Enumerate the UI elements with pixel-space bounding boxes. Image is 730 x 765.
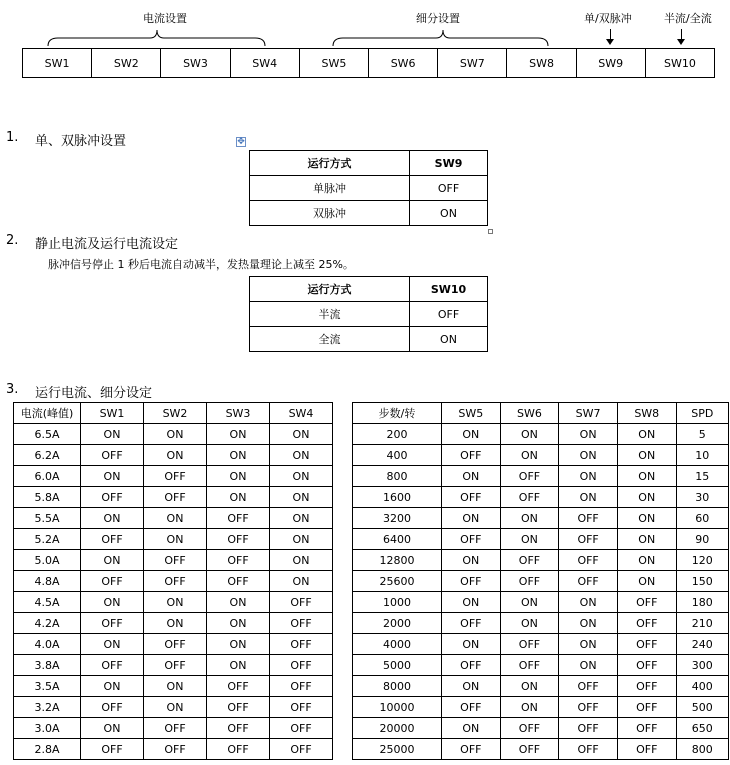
table-cell: ON bbox=[81, 592, 144, 613]
table-row bbox=[14, 697, 333, 718]
table-cell: 6.0A bbox=[14, 466, 81, 487]
table-cell: 150 bbox=[676, 571, 728, 592]
table-row bbox=[353, 613, 729, 634]
table-cell: ON bbox=[500, 508, 559, 529]
table-cell: 500 bbox=[676, 697, 728, 718]
table-cell: ON bbox=[500, 424, 559, 445]
table-header-row bbox=[353, 403, 729, 424]
table-header: SW1 bbox=[81, 403, 144, 424]
table-row bbox=[14, 487, 333, 508]
table-cell: ON bbox=[410, 201, 488, 226]
section2-note: 脉冲信号停止 1 秒后电流自动减半，发热量理论上减至 25%。 bbox=[48, 258, 354, 271]
table-cell: ON bbox=[559, 466, 618, 487]
table-row bbox=[250, 302, 488, 327]
table-cell: 2000 bbox=[353, 613, 442, 634]
table-cell: 10 bbox=[676, 445, 728, 466]
table-cell: ON bbox=[144, 424, 207, 445]
table-cell: OFF bbox=[144, 550, 207, 571]
table-cell: OFF bbox=[559, 739, 618, 760]
table-cell: ON bbox=[500, 613, 559, 634]
table-cell: ON bbox=[270, 466, 333, 487]
table-header: SW9 bbox=[410, 151, 488, 176]
switch-sw2: SW2 bbox=[92, 49, 161, 77]
table-cell: OFF bbox=[207, 739, 270, 760]
table-cell: ON bbox=[500, 697, 559, 718]
table-cell: ON bbox=[207, 487, 270, 508]
table-cell: OFF bbox=[81, 613, 144, 634]
table-cell: 4.2A bbox=[14, 613, 81, 634]
table-cell: 120 bbox=[676, 550, 728, 571]
table-cell: ON bbox=[207, 613, 270, 634]
table-cell: 6.5A bbox=[14, 424, 81, 445]
table-cell: ON bbox=[442, 466, 501, 487]
table-cell: OFF bbox=[559, 697, 618, 718]
table-row bbox=[14, 529, 333, 550]
switch-sw9: SW9 bbox=[577, 49, 646, 77]
section1-number: 1. bbox=[6, 130, 19, 145]
table-cell: ON bbox=[81, 466, 144, 487]
table-cell: 4.0A bbox=[14, 634, 81, 655]
table-cell: OFF bbox=[144, 487, 207, 508]
table-cell: 210 bbox=[676, 613, 728, 634]
table-cell: ON bbox=[81, 508, 144, 529]
table-cell: 4.5A bbox=[14, 592, 81, 613]
table-cell: OFF bbox=[500, 550, 559, 571]
table-row bbox=[353, 676, 729, 697]
table-cell: ON bbox=[144, 697, 207, 718]
table-cell: 180 bbox=[676, 592, 728, 613]
switch-sw6: SW6 bbox=[369, 49, 438, 77]
table-cell: 8000 bbox=[353, 676, 442, 697]
table-cell: OFF bbox=[270, 655, 333, 676]
table-header: SW6 bbox=[500, 403, 559, 424]
table-cell: ON bbox=[559, 592, 618, 613]
table-cell: OFF bbox=[442, 487, 501, 508]
table-cell: 全流 bbox=[250, 327, 410, 352]
switch-sw7: SW7 bbox=[438, 49, 507, 77]
table-row bbox=[14, 508, 333, 529]
arrow-pulse-head bbox=[606, 39, 614, 45]
table-header: SW5 bbox=[442, 403, 501, 424]
table-cell: ON bbox=[442, 676, 501, 697]
table-header: 运行方式 bbox=[250, 151, 410, 176]
table-cell: ON bbox=[500, 445, 559, 466]
table-cell: OFF bbox=[207, 718, 270, 739]
table-cell: ON bbox=[617, 550, 676, 571]
table-row bbox=[14, 571, 333, 592]
table-cell: 6400 bbox=[353, 529, 442, 550]
table-cell: OFF bbox=[207, 571, 270, 592]
table-cell: OFF bbox=[617, 718, 676, 739]
table-cell: ON bbox=[270, 445, 333, 466]
table-header: SW4 bbox=[270, 403, 333, 424]
switch-sw3: SW3 bbox=[161, 49, 230, 77]
table-cell: OFF bbox=[270, 613, 333, 634]
table-cell: OFF bbox=[270, 592, 333, 613]
table-cell: OFF bbox=[207, 697, 270, 718]
table-cell: 2.8A bbox=[14, 739, 81, 760]
table-row bbox=[14, 676, 333, 697]
table-cell: ON bbox=[144, 508, 207, 529]
table-cell: OFF bbox=[442, 697, 501, 718]
switch-sw8: SW8 bbox=[507, 49, 576, 77]
table-cell: ON bbox=[500, 592, 559, 613]
table-row bbox=[14, 592, 333, 613]
table-row bbox=[353, 487, 729, 508]
switch-sw10: SW10 bbox=[664, 56, 696, 70]
table-cell: 5000 bbox=[353, 655, 442, 676]
table-cell: ON bbox=[559, 613, 618, 634]
table-cell: ON bbox=[617, 487, 676, 508]
group-label-current: 电流设置 bbox=[143, 12, 187, 25]
table-cell: OFF bbox=[617, 592, 676, 613]
table-row bbox=[250, 176, 488, 201]
table-cell: OFF bbox=[559, 571, 618, 592]
table-cell: 12800 bbox=[353, 550, 442, 571]
table-cell: OFF bbox=[500, 739, 559, 760]
table-row bbox=[14, 739, 333, 760]
table-cell: 3.8A bbox=[14, 655, 81, 676]
table-cell: OFF bbox=[559, 508, 618, 529]
table-cell: ON bbox=[617, 424, 676, 445]
table-cell: 25000 bbox=[353, 739, 442, 760]
table-cell: ON bbox=[442, 592, 501, 613]
table-cell: 3200 bbox=[353, 508, 442, 529]
table-cell: 1000 bbox=[353, 592, 442, 613]
table-cell: OFF bbox=[442, 571, 501, 592]
table-cell: OFF bbox=[270, 739, 333, 760]
table-row bbox=[353, 424, 729, 445]
table-cell: 5.8A bbox=[14, 487, 81, 508]
table-cell: OFF bbox=[617, 697, 676, 718]
table-cell: 5.2A bbox=[14, 529, 81, 550]
table-cell: OFF bbox=[500, 487, 559, 508]
pulse-mode-table bbox=[249, 150, 488, 226]
table-cell: OFF bbox=[442, 445, 501, 466]
table-cell: 10000 bbox=[353, 697, 442, 718]
table-row bbox=[353, 634, 729, 655]
table-cell: ON bbox=[81, 718, 144, 739]
table-cell: 4000 bbox=[353, 634, 442, 655]
section2-number: 2. bbox=[6, 233, 19, 248]
table-row bbox=[14, 466, 333, 487]
table-cell: ON bbox=[559, 445, 618, 466]
table-cell: OFF bbox=[559, 676, 618, 697]
current-table bbox=[13, 402, 333, 760]
section1-title: 单、双脉冲设置 bbox=[35, 134, 127, 149]
table-cell: ON bbox=[500, 676, 559, 697]
table-cell: ON bbox=[207, 424, 270, 445]
table-cell: OFF bbox=[559, 529, 618, 550]
table-cell: OFF bbox=[410, 302, 488, 327]
group-label-microstep: 细分设置 bbox=[416, 12, 460, 25]
table-row bbox=[353, 697, 729, 718]
table-cell: OFF bbox=[270, 676, 333, 697]
table-header: 运行方式 bbox=[250, 277, 410, 302]
table-cell: ON bbox=[559, 634, 618, 655]
table-cell: OFF bbox=[617, 634, 676, 655]
table-cell: ON bbox=[617, 529, 676, 550]
table-cell: ON bbox=[207, 466, 270, 487]
table-cell: OFF bbox=[81, 445, 144, 466]
table-cell: OFF bbox=[207, 676, 270, 697]
table-cell: 3.0A bbox=[14, 718, 81, 739]
table-cell: 3.2A bbox=[14, 697, 81, 718]
table-cell: OFF bbox=[207, 550, 270, 571]
table-cell: ON bbox=[270, 508, 333, 529]
table-cell: ON bbox=[81, 424, 144, 445]
switch-sw5: SW5 bbox=[300, 49, 369, 77]
group-braces bbox=[0, 0, 730, 50]
table-cell: ON bbox=[207, 634, 270, 655]
table-cell: 30 bbox=[676, 487, 728, 508]
table-row bbox=[14, 445, 333, 466]
table-cell: ON bbox=[207, 592, 270, 613]
table-row bbox=[14, 634, 333, 655]
table-cell: 300 bbox=[676, 655, 728, 676]
arrow-half-head bbox=[677, 39, 685, 45]
table-cell: OFF bbox=[81, 697, 144, 718]
table-cell: OFF bbox=[81, 487, 144, 508]
table-cell: ON bbox=[270, 424, 333, 445]
table-cell: ON bbox=[500, 529, 559, 550]
table-cell: OFF bbox=[500, 571, 559, 592]
table-cell: OFF bbox=[144, 466, 207, 487]
table-header: SPD bbox=[676, 403, 728, 424]
table-row bbox=[353, 592, 729, 613]
table-cell: ON bbox=[442, 718, 501, 739]
table-row bbox=[14, 655, 333, 676]
table-row bbox=[353, 718, 729, 739]
table-cell: OFF bbox=[617, 613, 676, 634]
table-cell: OFF bbox=[144, 571, 207, 592]
switch-sw1: SW1 bbox=[23, 49, 92, 77]
table-cell: ON bbox=[617, 466, 676, 487]
table-row bbox=[14, 613, 333, 634]
table-cell: OFF bbox=[270, 634, 333, 655]
table-header-row bbox=[14, 403, 333, 424]
table-cell: ON bbox=[144, 529, 207, 550]
switch-strip bbox=[22, 48, 715, 78]
table-cell: ON bbox=[442, 424, 501, 445]
table-cell: OFF bbox=[207, 508, 270, 529]
table-header: 步数/转 bbox=[353, 403, 442, 424]
table-cell: OFF bbox=[500, 718, 559, 739]
table-header: SW2 bbox=[144, 403, 207, 424]
table-cell: ON bbox=[81, 550, 144, 571]
table-row bbox=[353, 466, 729, 487]
table-cell: OFF bbox=[617, 655, 676, 676]
table-cell: ON bbox=[144, 445, 207, 466]
table-cell: ON bbox=[410, 327, 488, 352]
table-cell: ON bbox=[144, 676, 207, 697]
table-cell: OFF bbox=[144, 634, 207, 655]
table-cell: OFF bbox=[270, 697, 333, 718]
table-cell: ON bbox=[559, 487, 618, 508]
table-header: 电流(峰值) bbox=[14, 403, 81, 424]
table-cell: ON bbox=[617, 445, 676, 466]
table-resize-handle[interactable] bbox=[488, 229, 493, 234]
table-cell: 3.5A bbox=[14, 676, 81, 697]
section2-title: 静止电流及运行电流设定 bbox=[35, 237, 179, 252]
table-cell: OFF bbox=[144, 739, 207, 760]
table-row bbox=[250, 327, 488, 352]
table-row bbox=[353, 508, 729, 529]
table-cell: OFF bbox=[500, 634, 559, 655]
table-cell: 400 bbox=[353, 445, 442, 466]
table-row bbox=[353, 550, 729, 571]
table-header: SW7 bbox=[559, 403, 618, 424]
group-label-half-full: 半流/全流 bbox=[664, 12, 712, 25]
table-cell: OFF bbox=[81, 655, 144, 676]
table-cell: ON bbox=[617, 571, 676, 592]
table-cell: 240 bbox=[676, 634, 728, 655]
table-cell: OFF bbox=[500, 655, 559, 676]
table-cell: 400 bbox=[676, 676, 728, 697]
table-cell: OFF bbox=[442, 529, 501, 550]
table-cell: 双脉冲 bbox=[250, 201, 410, 226]
table-cell: 4.8A bbox=[14, 571, 81, 592]
table-cell: OFF bbox=[81, 571, 144, 592]
table-cell: 15 bbox=[676, 466, 728, 487]
table-cell: OFF bbox=[81, 529, 144, 550]
table-cell: OFF bbox=[617, 676, 676, 697]
group-label-pulse: 单/双脉冲 bbox=[584, 12, 632, 25]
table-cell: 20000 bbox=[353, 718, 442, 739]
section3-title: 运行电流、细分设定 bbox=[35, 386, 153, 401]
table-cell: 5.0A bbox=[14, 550, 81, 571]
table-cell: 800 bbox=[676, 739, 728, 760]
table-row bbox=[14, 424, 333, 445]
table-header: SW10 bbox=[410, 277, 488, 302]
table-cell: ON bbox=[559, 655, 618, 676]
table-cell: ON bbox=[270, 487, 333, 508]
table-cell: OFF bbox=[144, 718, 207, 739]
table-header: SW8 bbox=[617, 403, 676, 424]
table-move-icon[interactable]: ✥ bbox=[237, 137, 245, 147]
table-cell: ON bbox=[207, 655, 270, 676]
table-cell: 半流 bbox=[250, 302, 410, 327]
table-cell: OFF bbox=[442, 739, 501, 760]
table-cell: OFF bbox=[81, 739, 144, 760]
table-cell: ON bbox=[81, 676, 144, 697]
table-cell: OFF bbox=[207, 529, 270, 550]
table-cell: OFF bbox=[410, 176, 488, 201]
table-cell: 650 bbox=[676, 718, 728, 739]
table-row bbox=[14, 550, 333, 571]
table-cell: ON bbox=[81, 634, 144, 655]
table-cell: ON bbox=[442, 550, 501, 571]
table-row bbox=[353, 529, 729, 550]
table-cell: 5 bbox=[676, 424, 728, 445]
table-cell: ON bbox=[617, 508, 676, 529]
table-row bbox=[353, 739, 729, 760]
microstep-table bbox=[352, 402, 729, 760]
table-cell: ON bbox=[270, 550, 333, 571]
table-cell: 5.5A bbox=[14, 508, 81, 529]
table-cell: OFF bbox=[500, 466, 559, 487]
table-cell: 800 bbox=[353, 466, 442, 487]
table-header: SW3 bbox=[207, 403, 270, 424]
table-cell: OFF bbox=[617, 739, 676, 760]
table-cell: OFF bbox=[270, 718, 333, 739]
table-row bbox=[353, 571, 729, 592]
table-cell: 60 bbox=[676, 508, 728, 529]
table-cell: OFF bbox=[442, 613, 501, 634]
table-cell: ON bbox=[144, 592, 207, 613]
table-cell: OFF bbox=[144, 655, 207, 676]
table-row bbox=[250, 201, 488, 226]
table-cell: 1600 bbox=[353, 487, 442, 508]
table-cell: ON bbox=[270, 529, 333, 550]
table-cell: OFF bbox=[559, 718, 618, 739]
table-cell: 单脉冲 bbox=[250, 176, 410, 201]
table-cell: 90 bbox=[676, 529, 728, 550]
table-cell: 200 bbox=[353, 424, 442, 445]
table-cell: 6.2A bbox=[14, 445, 81, 466]
table-row bbox=[353, 445, 729, 466]
switch-sw4: SW4 bbox=[231, 49, 300, 77]
table-row bbox=[14, 718, 333, 739]
table-cell: ON bbox=[270, 571, 333, 592]
table-cell: ON bbox=[559, 424, 618, 445]
table-cell: OFF bbox=[442, 655, 501, 676]
current-mode-table bbox=[249, 276, 488, 352]
section3-number: 3. bbox=[6, 382, 19, 397]
table-row bbox=[353, 655, 729, 676]
table-cell: ON bbox=[442, 634, 501, 655]
table-cell: ON bbox=[144, 613, 207, 634]
table-cell: ON bbox=[207, 445, 270, 466]
table-cell: 25600 bbox=[353, 571, 442, 592]
table-cell: OFF bbox=[559, 550, 618, 571]
table-cell: ON bbox=[442, 508, 501, 529]
